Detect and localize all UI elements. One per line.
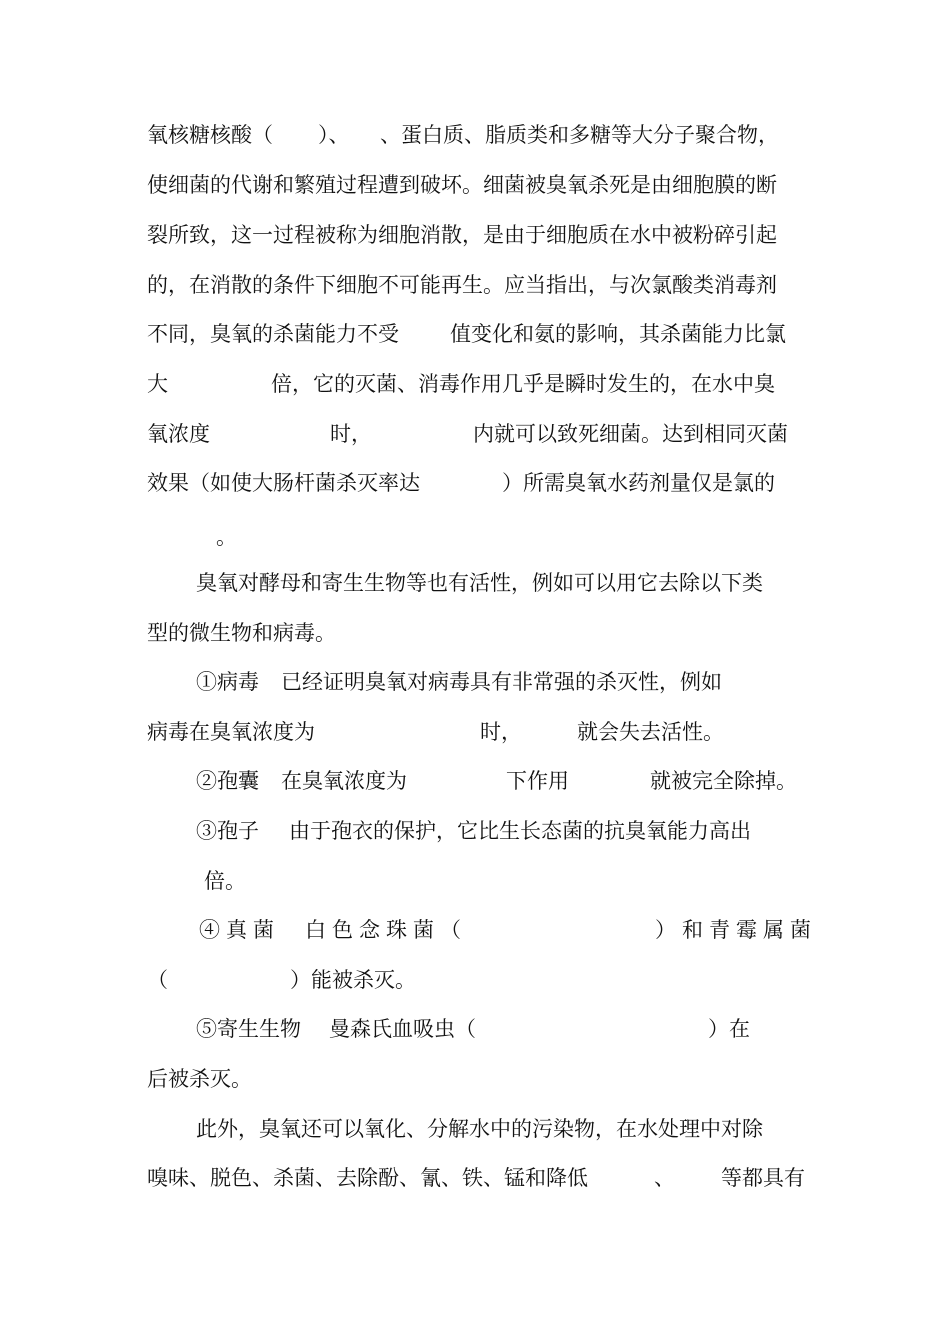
text-segment: 时， bbox=[330, 422, 372, 446]
text-segment: 大 bbox=[147, 372, 168, 396]
text-line bbox=[0, 715, 724, 749]
text-line bbox=[0, 367, 775, 401]
text-segment: 氧浓度 bbox=[147, 422, 210, 446]
text-line bbox=[0, 665, 722, 699]
text-line bbox=[0, 913, 817, 947]
text-segment: ）、 bbox=[318, 123, 350, 147]
text-segment: 已经证明臭氧对病毒具有非常强的杀灭性，例如 bbox=[281, 670, 722, 694]
text-line bbox=[0, 118, 779, 152]
text-segment: 倍，它的灭菌、消毒作用几乎是瞬时发生的，在水中臭 bbox=[271, 372, 775, 396]
text-line bbox=[0, 1012, 750, 1046]
text-segment: ）和青霉属菌 bbox=[655, 918, 817, 942]
text-line bbox=[0, 764, 797, 798]
text-line bbox=[0, 466, 775, 500]
text-segment: 就会失去活性。 bbox=[577, 720, 724, 744]
text-segment: ④真菌 bbox=[199, 918, 280, 942]
text-segment: 臭氧对酵母和寄生生物等也有活性，例如可以用它去除以下类 bbox=[196, 571, 763, 595]
text-segment: 在臭氧浓度为 bbox=[281, 769, 407, 793]
text-segment: 此外，臭氧还可以氧化、分解水中的污染物，在水处理中对除 bbox=[196, 1117, 763, 1141]
text-segment: 病毒在臭氧浓度为 bbox=[147, 720, 315, 744]
text-segment: 不同，臭氧的杀菌能力不受 bbox=[147, 322, 399, 346]
text-line bbox=[0, 1161, 805, 1195]
text-segment: ⑤寄生生物 bbox=[196, 1017, 301, 1041]
text-line bbox=[0, 168, 777, 202]
text-segment: 下作用 bbox=[506, 769, 569, 793]
text-segment: 效果（如使大肠杆菌杀灭率达 bbox=[147, 471, 420, 495]
text-segment: 裂所致，这一过程被称为细胞消散，是由于细胞质在水中被粉碎引起 bbox=[147, 223, 777, 247]
text-line bbox=[0, 814, 751, 848]
text-segment: ③孢子 bbox=[196, 819, 259, 843]
text-segment: 氧核糖核酸（ bbox=[147, 123, 273, 147]
text-segment: 由于孢衣的保护，它比生长态菌的抗臭氧能力高出 bbox=[289, 819, 751, 843]
text-segment: ）能被杀灭。 bbox=[290, 968, 416, 992]
text-line bbox=[0, 268, 777, 302]
text-line bbox=[0, 1112, 763, 1146]
text-segment: 嗅味、脱色、杀菌、去除酚、氰、铁、锰和降低 bbox=[147, 1166, 588, 1190]
text-segment: 。 bbox=[216, 525, 237, 549]
text-segment: 倍。 bbox=[204, 869, 246, 893]
text-segment: 内就可以致死细菌。达到相同灭菌 bbox=[473, 422, 788, 446]
text-segment: ②孢囊 bbox=[196, 769, 259, 793]
text-segment: 就被完全除掉。 bbox=[650, 769, 797, 793]
text-segment: （ bbox=[147, 968, 168, 992]
text-line bbox=[0, 317, 786, 351]
text-segment: ）在 bbox=[708, 1017, 750, 1041]
text-segment: 、蛋白质、脂质类和多糖等大分子聚合物， bbox=[380, 123, 779, 147]
text-segment: 等都具有 bbox=[721, 1166, 805, 1190]
text-segment: 值变化和氨的影响，其杀菌能力比氯 bbox=[450, 322, 786, 346]
text-segment: 的，在消散的条件下细胞不可能再生。应当指出，与次氯酸类消毒剂 bbox=[147, 273, 777, 297]
text-line bbox=[0, 1062, 252, 1096]
text-segment: 、 bbox=[654, 1166, 675, 1190]
text-segment: 时， bbox=[480, 720, 522, 744]
text-line bbox=[0, 520, 237, 554]
text-segment: ①病毒 bbox=[196, 670, 259, 694]
text-line bbox=[0, 566, 763, 600]
text-segment: 型的微生物和病毒。 bbox=[147, 621, 336, 645]
text-line bbox=[0, 963, 416, 997]
text-line bbox=[0, 864, 246, 898]
text-segment: 使细菌的代谢和繁殖过程遭到破坏。细菌被臭氧杀死是由细胞膜的断 bbox=[147, 173, 777, 197]
text-line bbox=[0, 616, 336, 650]
text-line bbox=[0, 218, 777, 252]
text-segment: 后被杀灭。 bbox=[147, 1067, 252, 1091]
text-line bbox=[0, 417, 788, 451]
text-segment: ）所需臭氧水药剂量仅是氯的 bbox=[502, 471, 775, 495]
text-segment: 曼森氏血吸虫（ bbox=[329, 1017, 476, 1041]
text-segment: 白色念珠菌（ bbox=[305, 918, 467, 942]
